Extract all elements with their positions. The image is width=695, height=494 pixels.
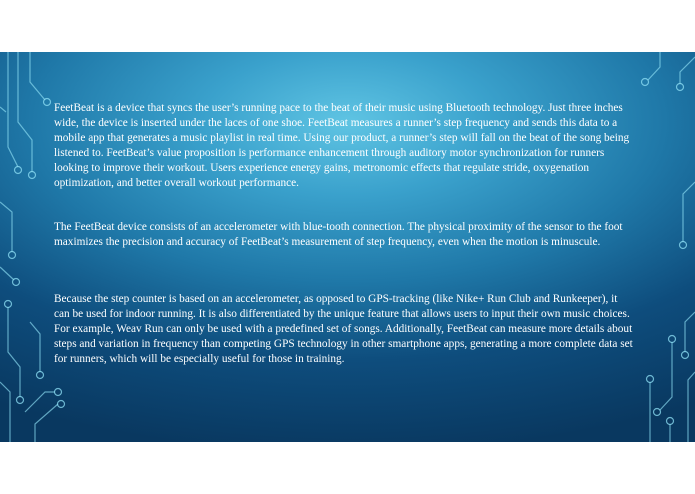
paragraph-differentiation: Because the step counter is based on an accelerometer, as opposed to GPS-tracking (like Nike+ Run Club and Runkeeper), it can be used for indoor running. It is also differentiated by the unique feature that allows users to input their own music choices. For example, Weav Run can only be used with a predefined set of songs. Additionally, FeetBeat can measure more details about steps and variation in frequency than competing GPS technology in other smartphone apps, generating a more complete data set for runners, which will be especially useful for those in training. [54,293,633,366]
paragraph-device: The FeetBeat device consists of an accelerometer with blue-tooth connection. The physical proximity of the sensor to the foot maximizes the precision and accuracy of FeetBeat’s measurement of step frequency, even when the motion is minuscule. [54,221,623,249]
paragraph-overview: FeetBeat is a device that syncs the user’s running pace to the beat of their music using Bluetooth technology. Just three inches wide, the device is inserted under the laces of one shoe. FeetBeat measures a runner’s step frequency and sends this data to a mobile app that generates a music playlist in real time. Using our product, a runner’s step will fall on the beat of the song being listened to. FeetBeat’s value proposition is performance enhancement through auditory motor synchronization for runners looking to improve their workout. Users experience energy gains, metronomic effects that regulate stride, oxygenation optimization, and better overall workout performance. [54,102,630,190]
slide [0,52,695,442]
